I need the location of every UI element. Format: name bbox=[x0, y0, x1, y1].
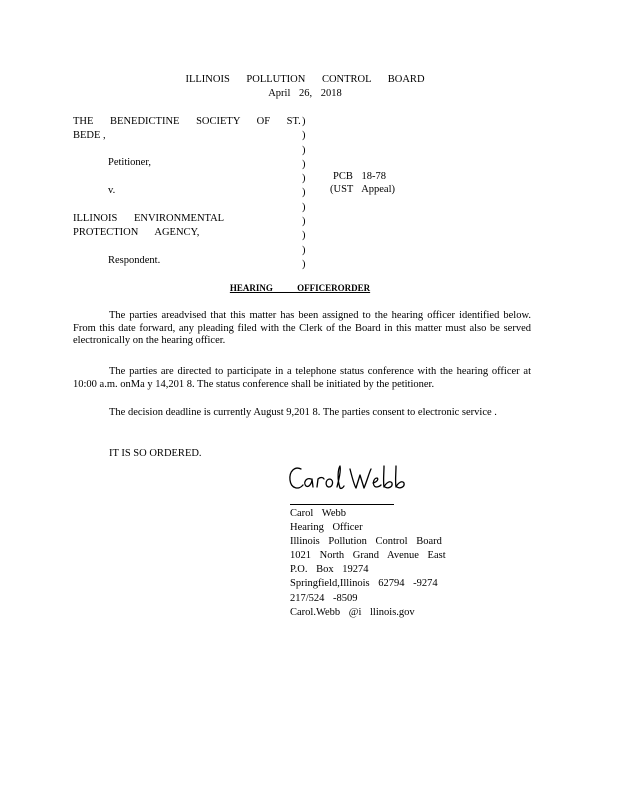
order-date: April 26, 2018 bbox=[268, 88, 342, 99]
handwritten-signature bbox=[287, 461, 415, 497]
case-type: (UST Appeal) bbox=[330, 183, 396, 195]
bracket-mark: ) bbox=[302, 187, 306, 199]
signature-text: Carol Webb bbox=[287, 461, 292, 462]
bracket-mark: ) bbox=[302, 130, 306, 142]
bracket-mark: ) bbox=[302, 173, 306, 185]
officer-title: Hearing Officer bbox=[290, 522, 363, 534]
officer-street-address: 1021 North Grand Avenue East bbox=[290, 550, 446, 562]
signature-line bbox=[290, 504, 394, 505]
bracket-mark: ) bbox=[302, 201, 306, 213]
case-number: PCB 18-78 bbox=[333, 171, 386, 182]
respondent-role: Respondent. bbox=[108, 255, 161, 266]
officer-name: Carol Webb bbox=[290, 508, 346, 519]
bracket-mark: ) bbox=[302, 144, 306, 156]
paragraph-text: The parties are directed to participate in a telephone status conference with the hearing officer at 10:00 a.m. onMa y 14,201 8. The status conference shall be initiated by the petitioner. bbox=[73, 366, 531, 390]
board-name: ILLINOIS POLLUTION CONTROL BOARD bbox=[185, 74, 425, 85]
bracket-mark: ) bbox=[302, 216, 306, 228]
hearing-officer-contact bbox=[290, 508, 446, 621]
closing-statement: IT IS SO ORDERED. bbox=[109, 448, 202, 459]
paragraph-text: The parties areadvised that this matter has been assigned to the hearing officer identified below. From this date forward, any pleading filed with the Clerk of the Board in this matter must also be served electronically on the hearing officer. bbox=[73, 310, 531, 347]
petitioner-name-line2: BEDE , bbox=[73, 130, 106, 141]
petitioner-role: Petitioner, bbox=[108, 157, 152, 168]
officer-email: Carol.Webb @i llinois.gov bbox=[290, 606, 415, 618]
officer-city-state-zip: Springfield,Illinois 62794 -9274 bbox=[290, 578, 438, 590]
case-info bbox=[330, 171, 395, 196]
officer-organization: Illinois Pollution Control Board bbox=[290, 536, 442, 548]
paragraph-status-conference bbox=[73, 366, 531, 391]
bracket-mark: ) bbox=[302, 158, 306, 170]
bracket-mark: ) bbox=[302, 230, 306, 242]
caption-bracket bbox=[302, 116, 314, 273]
document-header bbox=[0, 74, 610, 102]
paragraph-text: The decision deadline is currently August 9,201 8. The parties consent to electronic service . bbox=[109, 407, 497, 418]
versus-label: v. bbox=[108, 185, 116, 196]
officer-po-box: P.O. Box 19274 bbox=[290, 564, 369, 576]
petitioner-name-line1: THE BENEDICTINE SOCIETY OF ST. bbox=[73, 116, 301, 127]
respondent-name-line1: ILLINOIS ENVIRONMENTAL bbox=[73, 213, 225, 224]
paragraph-decision-deadline bbox=[73, 407, 531, 420]
respondent-name-line2: PROTECTION AGENCY, bbox=[73, 227, 200, 238]
bracket-mark: ) bbox=[302, 116, 306, 127]
officer-phone: 217/524 -8509 bbox=[290, 592, 358, 604]
paragraph-assignment bbox=[73, 310, 531, 348]
bracket-mark: ) bbox=[302, 258, 306, 270]
bracket-mark: ) bbox=[302, 244, 306, 256]
order-title: HEARING OFFICERORDER bbox=[229, 283, 371, 293]
